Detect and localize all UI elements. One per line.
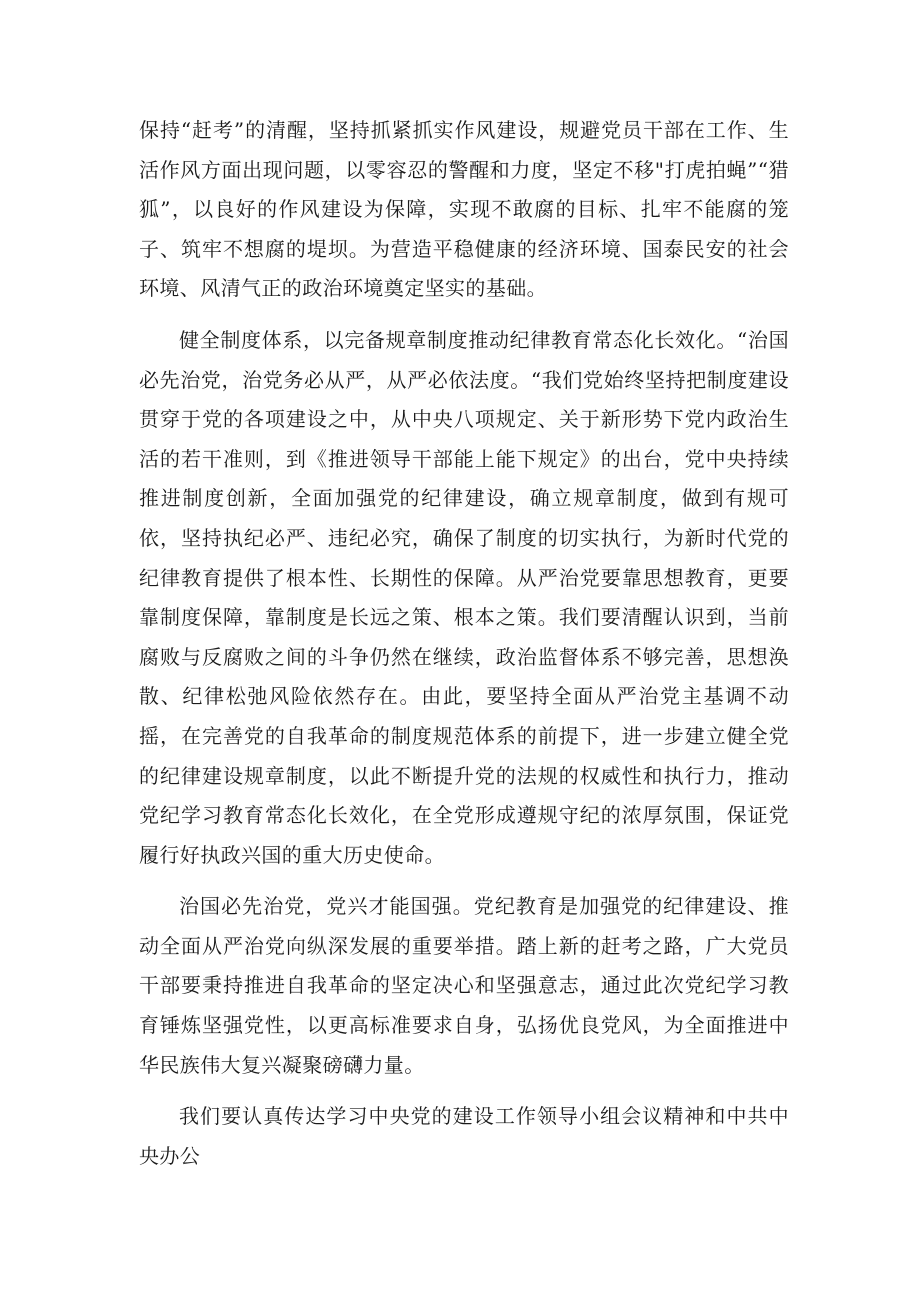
paragraph-4: 我们要认真传达学习中央党的建设工作领导小组会议精神和中共中央办公 (139, 1104, 789, 1168)
paragraph-2: 健全制度体系，以完备规章制度推动纪律教育常态化长效化。“治国必先治党，治党务必从严，从严必依法度。“我们党始终坚持把制度建设贯穿于党的各项建设之中，从中央八项规定、关于新形势下党内政治生活的若干准则，到《推进领导干部能上能下规定》的出台，党中央持续推进制度创新，全面加强党的纪律建设，确立规章制度，做到有规可依，坚持执纪必严、违纪必究，确保了制度的切实执行，为新时代党的纪律教育提供了根本性、长期性的保障。从严治党要靠思想教育，更要靠制度保障，靠制度是长远之策、根本之策。我们要清醒认识到，当前腐败与反腐败之间的斗争仍然在继续，政治监督体系不够完善，思想涣散、纪律松弛风险依然存在。由此，要坚持全面从严治党主基调不动摇，在完善党的自我革命的制度规范体系的前提下，进一步建立健全党的纪律建设规章制度，以此不断提升党的法规的权威性和执行力，推动党纪学习教育常态化长效化，在全党形成遵规守纪的浓厚氛围，保证党履行好执政兴国的重大历史使命。 (139, 327, 789, 867)
paragraph-3: 治国必先治党，党兴才能国强。党纪教育是加强党的纪律建设、推动全面从严治党向纵深发展的重要举措。踏上新的赶考之路，广大党员干部要秉持推进自我革命的坚定决心和坚强意志，通过此次党纪学习教育锤炼坚强党性，以更高标准要求自身，弘扬优良党风，为全面推进中华民族伟大复兴凝聚磅礴力量。 (139, 894, 789, 1077)
document-body (139, 111, 789, 1176)
paragraph-1: 保持“赶考”的清醒，坚持抓紧抓实作风建设，规避党员干部在工作、生活作风方面出现问题，以零容忍的警醒和力度，坚定不移"打虎拍蝇”“猎狐”，以良好的作风建设为保障，实现不敢腐的目标、扎牢不能腐的笼子、筑牢不想腐的堤坝。为营造平稳健康的经济环境、国泰民安的社会环境、风清气正的政治环境奠定坚实的基础。 (139, 118, 789, 301)
